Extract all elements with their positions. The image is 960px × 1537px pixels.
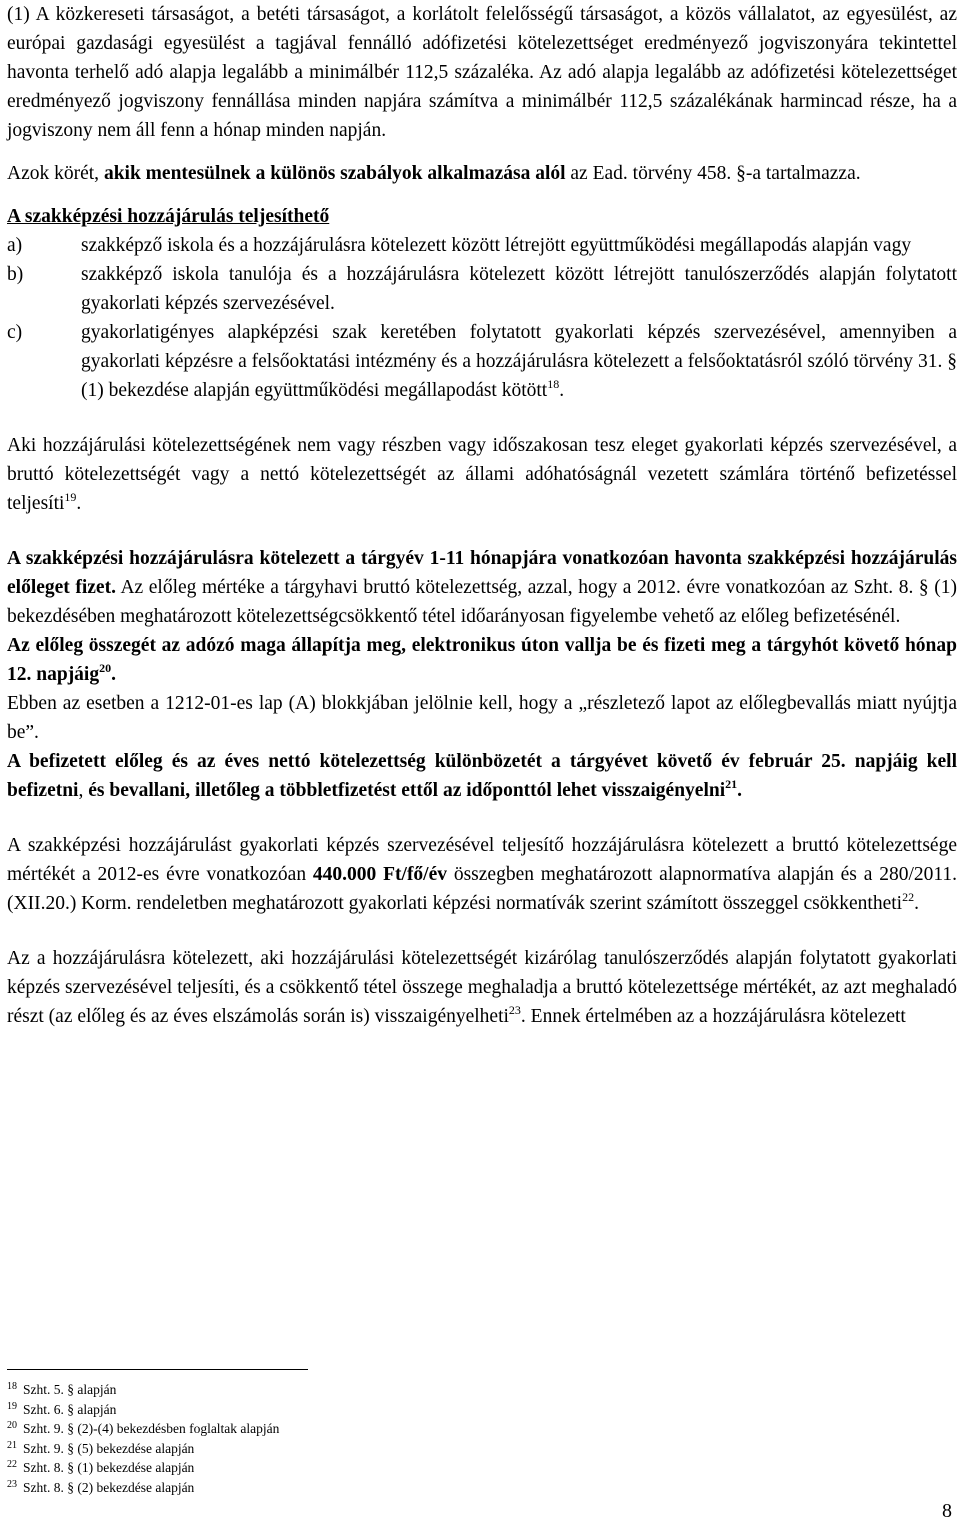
text-segment: Az előleg mértéke a tárgyhavi bruttó kötelezettség, azzal, hogy a 2012. évre vonatkozóan az Szht. 8. § (1) bekezdésében meghatározott kötelezettségcsökkentő tétel időarányosan figyelembe vehető az előleg befizetésénél. [7,577,957,627]
bold-segment: Az előleg összegét az adózó maga állapítja meg, elektronikus úton vallja be és fizeti meg a tárgyhót követő hónap 12. napjáig [7,635,957,685]
footnote-text: Szht. 9. § (5) bekezdése alapján [23,1440,195,1456]
list-item [7,231,957,260]
list-item-label: a) [7,235,23,256]
footnote [7,1380,507,1400]
footnote-number: 20 [7,1420,17,1432]
bold-segment: 440.000 Ft/fő/év [312,864,448,885]
paragraph-payment [7,431,957,518]
list-item-text: szakképző iskola és a hozzájárulásra kötelezett között létrejött együttműködési megállapodás alapján vagy [81,235,912,256]
page-number: 8 [942,1500,952,1522]
text-segment: Azok körét, [7,163,104,184]
footnote-text: Szht. 8. § (2) bekezdése alapján [23,1479,195,1495]
footnote-number: 21 [7,1439,17,1451]
footnote-separator [7,1369,308,1370]
footnote [7,1439,507,1459]
bold-segment: akik mentesülnek a különös szabályok alkalmazása alól [103,163,566,184]
footnote-ref: 18 [547,377,560,391]
text-segment: , [78,780,89,801]
bold-segment: A befizetett előleg és az éves nettó kötelezettség különbözetét a tárgyévet követő év február 25. napjáig kell befizetni [7,751,957,801]
footnote [7,1478,507,1498]
paragraph-form-note: Ebben az esetben a 1212-01-es lap (A) blokkjában jelölnie kell, hogy a „részletező lapot az előlegbevallás miatt nyújtja be”. [7,693,957,743]
footnote-ref: 20 [99,661,112,675]
footnote-text: Szht. 8. § (1) bekezdése alapján [23,1460,195,1476]
paragraph-normative [7,831,957,918]
footnote-ref: 22 [902,890,915,904]
paragraph-difference [7,747,957,805]
text-segment: . [76,493,82,514]
text-segment: Aki hozzájárulási kötelezettségének nem vagy részben vagy időszakosan tesz eleget gyakorlati képzés szervezésével, a bruttó kötelezettségét vagy a nettó kötelezettségét az állami adóhatóságnál vezetett számlára történő befizetéssel teljesíti [7,435,957,514]
footnote-number: 23 [7,1478,17,1490]
bold-segment: . [111,664,116,685]
footnote-text: Szht. 5. § alapján [23,1382,117,1397]
list-item [7,260,957,318]
footnote [7,1458,507,1478]
footnote-ref: 19 [64,490,77,504]
footnote-number: 18 [7,1381,17,1392]
text-segment: . [914,893,919,914]
footnotes [7,1380,507,1498]
fulfilment-options-list [7,231,957,405]
list-item-label: b) [7,264,24,285]
text-segment: az Ead. törvény 458. §-a tartalmazza. [565,163,861,184]
footnote-text: Szht. 6. § alapján [23,1401,117,1417]
paragraph-advance [7,544,957,631]
footnote-text: Szht. 9. § (2)-(4) bekezdésben foglaltak alapján [23,1421,280,1437]
text-segment: . Ennek értelmében az a hozzájárulásra kötelezett [520,1006,906,1027]
paragraph-exemptions [7,159,957,188]
text-segment: összegben meghatározott alapnormatíva alapján és a 280/2011. (XII.20.) Korm. rendeletben meghatározott gyakorlati képzési normatívák szerint számított összeggel csökkentheti [7,864,958,914]
paragraph-advance-deadline [7,631,957,689]
bold-segment: A szakképzési hozzájárulásra kötelezett a tárgyév 1-11 hónapjára vonatkozóan havonta szakképzési hozzájárulás előleget fizet. [7,548,957,598]
footnote-ref: 23 [508,1003,521,1017]
list-item-label: c) [7,322,23,343]
footnote-number: 22 [7,1459,17,1471]
footnote [7,1400,507,1420]
text-segment: A szakképzési hozzájárulást gyakorlati képzés szervezésével teljesítő hozzájárulásra kötelezett a bruttó kötelezettsége mértékét a 2012-es évre vonatkozóan [7,835,957,885]
list-item [7,318,957,405]
footnote-number: 19 [7,1400,17,1412]
section-heading [7,202,957,231]
paragraph-reclaim [7,944,957,1031]
bold-segment: és bevallani, illetőleg a többletfizetést ettől az időponttól lehet visszaigényelni [88,780,726,801]
paragraph-tax-base: (1) A közkereseti társaságot, a betéti társaságot, a korlátolt felelősségű társaságot, a közös vállalatot, az egyesülést, az európai gazdasági egyesülést a tagjával fennálló adófizetési kötelezettséget eredményező jogviszonyára tekintettel havonta terhelő adó alapja legalább a minimálbér 112,5 százaléka. Az adó alapja legalább az adófizetési kötelezettséget eredményező jogviszony fennállása minden napjára számítva a minimálbér 112,5 százalékának harmincad része, ha a jogviszony nem áll fenn a hónap minden napján. [7,4,957,141]
footnote-ref: 21 [725,777,738,791]
heading-text: A szakképzési hozzájárulás teljesíthető [7,206,330,227]
list-item-text: gyakorlatigényes alapképzési szak keretében folytatott gyakorlati képzés szervezésével, amennyiben a gyakorlati képzésre a felsőoktatási intézmény és a hozzájárulásra kötelezett a felsőoktatásról szóló törvény 31. § (1) bekezdése alapján együttműködési megállapodást kötött [81,322,957,401]
text-segment: . [559,380,565,401]
bold-segment: . [737,780,743,801]
text-segment: Az a hozzájárulásra kötelezett, aki hozzájárulási kötelezettségét kizárólag tanulószerződés alapján folytatott gyakorlati képzés szervezésével teljesíti, és a csökkentő tétel összege meghaladja a bruttó kötelezettsége mértékét, az azt meghaladó részt (az előleg és az éves elszámolás során is) visszaigényelheti [7,948,957,1027]
list-item-text: szakképző iskola tanulója és a hozzájárulásra kötelezett között létrejött tanulószerződés alapján folytatott gyakorlati képzés szervezésével. [81,264,957,314]
document-body [7,0,957,1031]
footnote [7,1419,507,1439]
